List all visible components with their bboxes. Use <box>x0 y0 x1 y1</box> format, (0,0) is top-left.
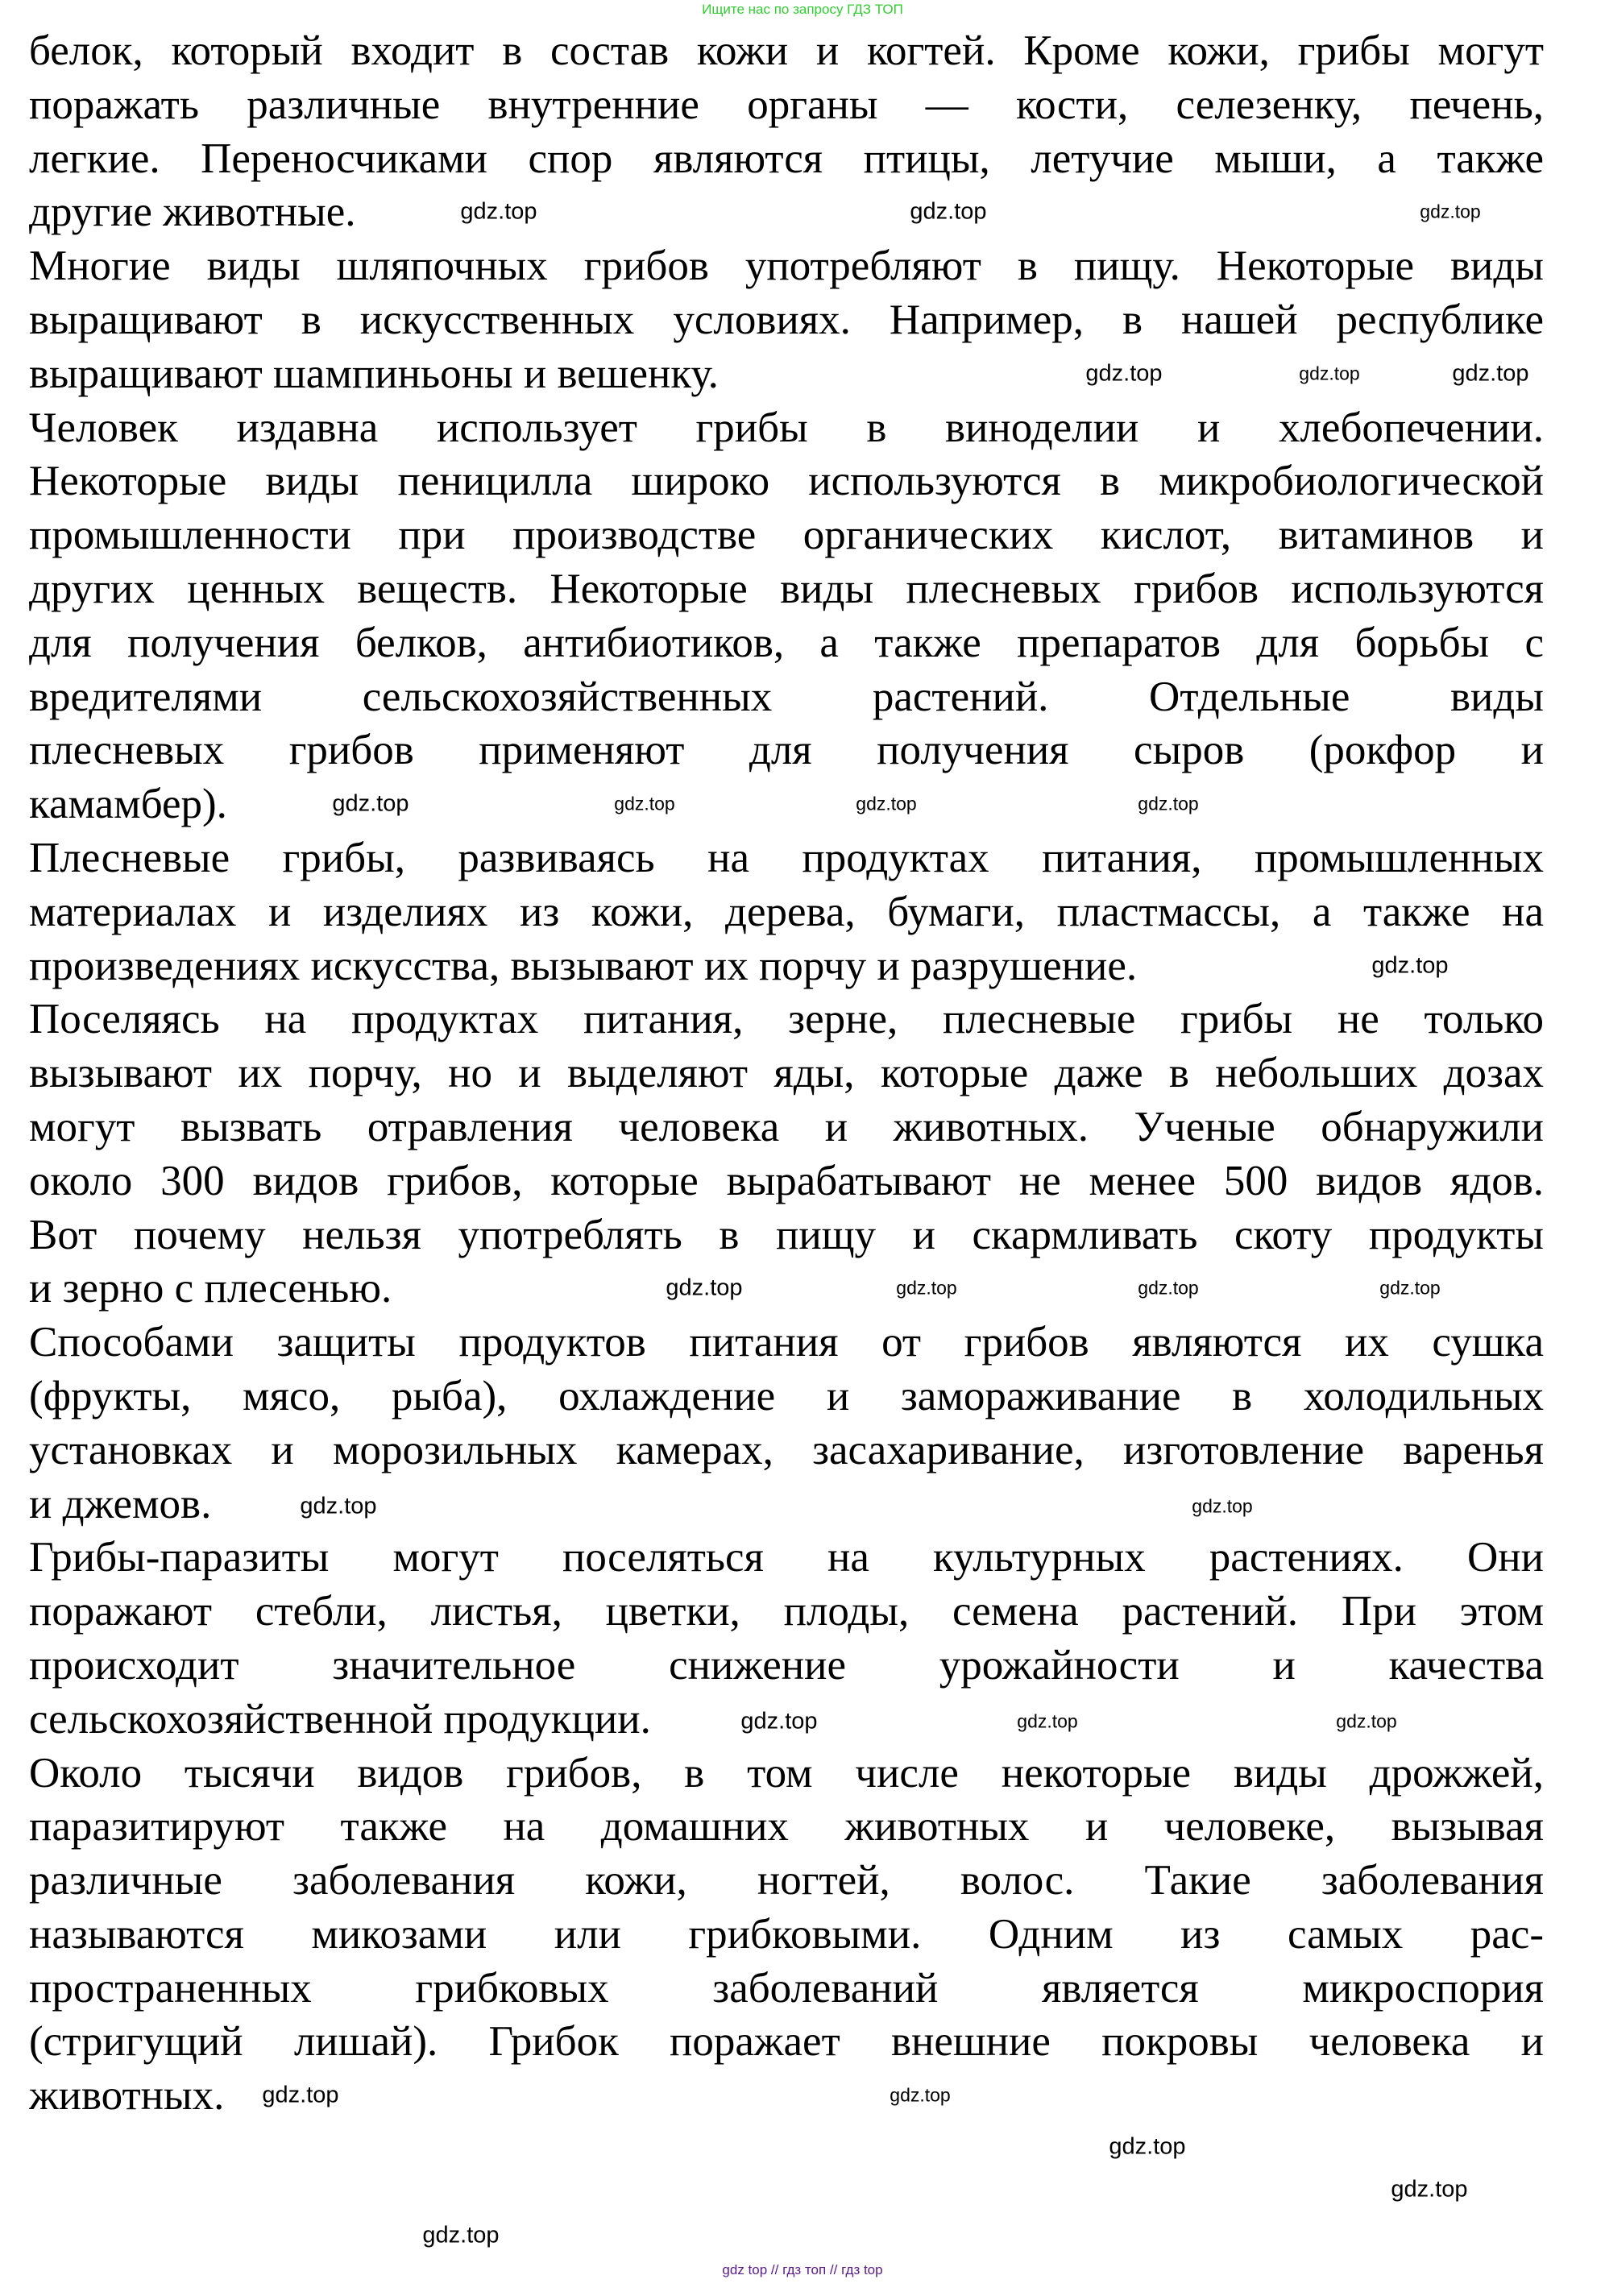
watermark: gdz.top <box>896 1277 957 1299</box>
watermark: gdz.top <box>332 790 409 817</box>
watermark: gdz.top <box>1138 1277 1199 1299</box>
text-line: Поселяясь на продуктах питания, зерне, плесневые грибы не только <box>29 996 1544 1043</box>
watermark: gdz.top <box>1391 2176 1468 2203</box>
text-line: Вот почему нельзя употреблять в пищу и скармливать скоту продукты <box>29 1211 1544 1258</box>
watermark: gdz.top <box>1138 793 1199 814</box>
text-line: различные заболевания кожи, ногтей, волос. Такие заболевания <box>29 1857 1544 1904</box>
text-line: плесневых грибов применяют для получения сыров (рокфор и <box>29 727 1544 774</box>
watermark: gdz.top <box>890 2084 951 2106</box>
text-line: вызывают их порчу, но и выделяют яды, которые даже в небольших дозах <box>29 1050 1544 1097</box>
watermark: gdz.top <box>740 1708 818 1734</box>
text-line: Некоторые виды пеницилла широко используются в микробиологической <box>29 458 1544 505</box>
text-line: паразитируют также на домашних животных и человеке, вызывая <box>29 1803 1544 1850</box>
text-line: (стригущий лишай). Грибок поражает внешние покровы человека и <box>29 2018 1544 2066</box>
watermark: gdz.top <box>910 198 987 225</box>
watermark: gdz.top <box>856 793 917 814</box>
text-line: сельскохозяйственной продукции. <box>29 1695 651 1743</box>
watermark: gdz.top <box>1379 1277 1441 1299</box>
text-line: произведениях искусства, вызывают их порчу и разрушение. <box>29 942 1138 989</box>
watermark: gdz.top <box>1336 1710 1397 1732</box>
text-line: Плесневые грибы, развиваясь на продуктах питания, промышленных <box>29 834 1544 881</box>
text-line: называются микозами или грибковыми. Одним из самых рас- <box>29 1910 1544 1958</box>
text-line: промышленности при производстве органических кислот, витаминов и <box>29 512 1544 559</box>
text-line: легкие. Переносчиками спор являются птицы, летучие мыши, а также <box>29 135 1544 182</box>
text-line: выращивают в искусственных условиях. Например, в нашей республике <box>29 296 1544 343</box>
watermark: gdz.top <box>1371 952 1449 979</box>
watermark: gdz.top <box>1420 201 1481 222</box>
text-line: камамбер). <box>29 781 227 828</box>
text-line: вредителями сельскохозяйственных растений. Отдельные виды <box>29 673 1544 720</box>
text-line: и джемов. <box>29 1480 212 1527</box>
header-search-link[interactable]: Ищите нас по запросу ГДЗ ТОП <box>702 2 903 17</box>
text-line: пространенных грибковых заболеваний является микроспория <box>29 1964 1544 2012</box>
text-line: установках и морозильных камерах, засахаривание, изготовление варенья <box>29 1426 1544 1473</box>
text-line: животных. <box>29 2072 225 2120</box>
text-line: Около тысячи видов грибов, в том числе некоторые виды дрожжей, <box>29 1749 1544 1797</box>
text-line: для получения белков, антибиотиков, а также препаратов для борьбы с <box>29 619 1544 666</box>
text-line: поражают стебли, листья, цветки, плоды, семена растений. При этом <box>29 1588 1544 1635</box>
watermark: gdz.top <box>1452 360 1529 387</box>
watermark: gdz.top <box>422 2222 500 2248</box>
text-line: могут вызвать отравления человека и животных. Ученые обнаружили <box>29 1103 1544 1150</box>
text-line: Грибы-паразиты могут поселяться на культурных растениях. Они <box>29 1534 1544 1581</box>
watermark: gdz.top <box>666 1274 743 1301</box>
watermark: gdz.top <box>262 2082 339 2108</box>
text-line: Человек издавна использует грибы в виноделии и хлебопечении. <box>29 404 1544 451</box>
watermark: gdz.top <box>300 1493 377 1519</box>
text-line: (фрукты, мясо, рыба), охлаждение и замораживание в холодильных <box>29 1372 1544 1419</box>
text-line: Способами защиты продуктов питания от грибов являются их сушка <box>29 1319 1544 1366</box>
watermark: gdz.top <box>1299 363 1360 384</box>
text-line: белок, который входит в состав кожи и когтей. Кроме кожи, грибы могут <box>29 27 1544 74</box>
watermark: gdz.top <box>1085 360 1163 387</box>
text-line: другие животные. <box>29 189 356 236</box>
text-line: поражать различные внутренние органы — кости, селезенку, печень, <box>29 81 1544 128</box>
watermark: gdz.top <box>1017 1710 1078 1732</box>
text-line: других ценных веществ. Некоторые виды плесневых грибов используются <box>29 565 1544 612</box>
text-line: Многие виды шляпочных грибов употребляют в пищу. Некоторые виды <box>29 242 1544 290</box>
watermark: gdz.top <box>1192 1495 1253 1517</box>
text-line: происходит значительное снижение урожайности и качества <box>29 1641 1544 1689</box>
text-line: выращивают шампиньоны и вешенку. <box>29 350 719 397</box>
footer-link[interactable]: gdz top // гдз топ // гдз top <box>722 2262 883 2277</box>
text-line: материалах и изделиях из кожи, дерева, бумаги, пластмассы, а также на <box>29 888 1544 935</box>
watermark: gdz.top <box>1109 2133 1186 2160</box>
text-line: около 300 видов грибов, которые вырабатывают не менее 500 видов ядов. <box>29 1157 1544 1204</box>
watermark: gdz.top <box>460 198 537 225</box>
document-text <box>29 24 1544 2123</box>
watermark: gdz.top <box>614 793 675 814</box>
text-line: и зерно с плесенью. <box>29 1265 392 1312</box>
